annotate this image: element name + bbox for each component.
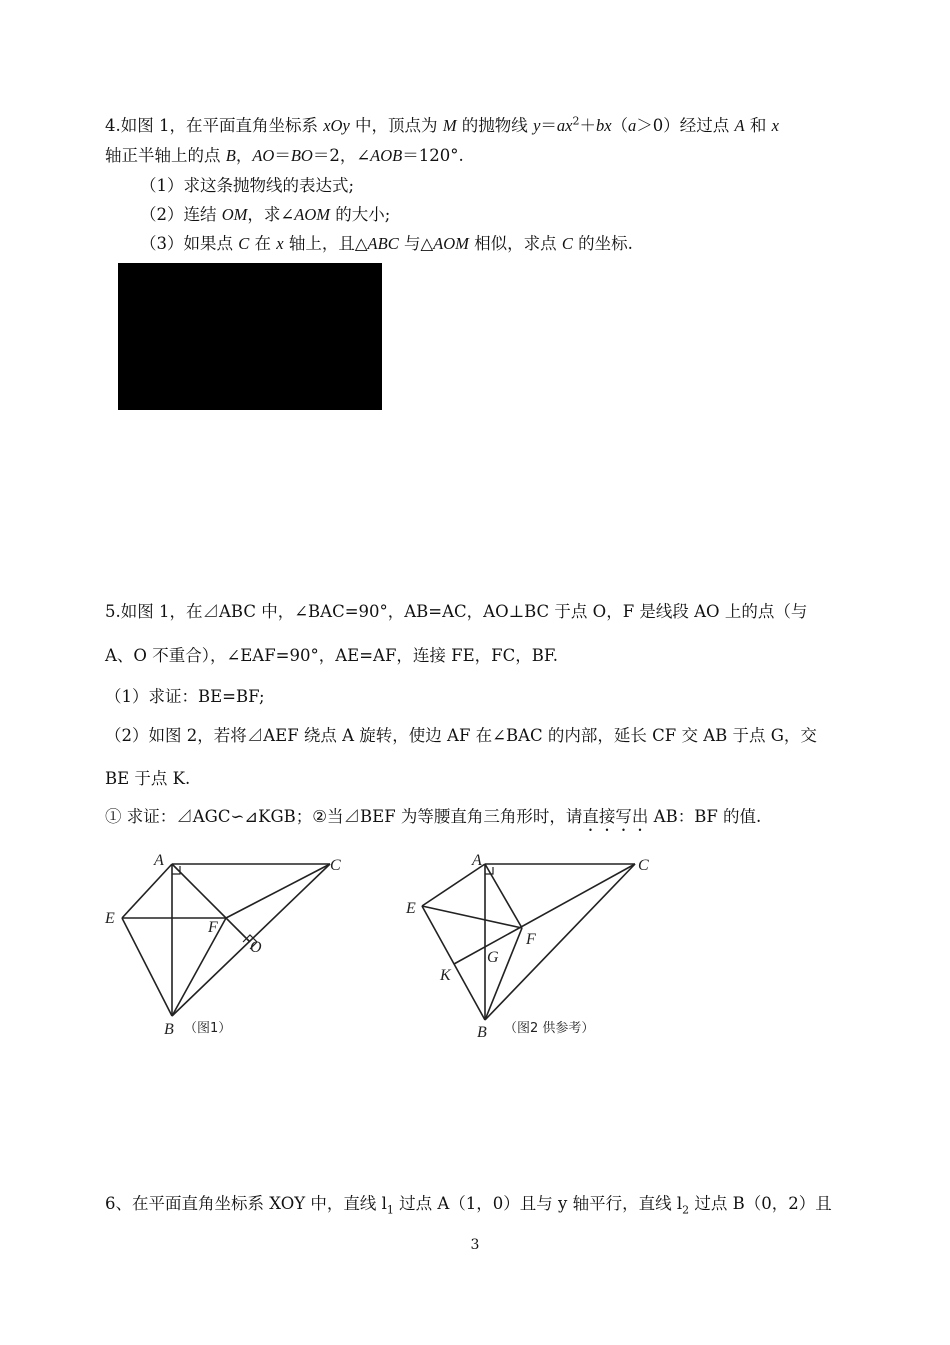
label-f: F xyxy=(208,919,218,936)
edge-fb xyxy=(485,928,522,1020)
label-e: E xyxy=(105,910,115,927)
redacted-figure xyxy=(118,263,382,410)
figure1-caption: （图1） xyxy=(184,1021,232,1036)
edge-ef xyxy=(422,906,522,928)
edge-eb xyxy=(422,906,485,1020)
label-b: B xyxy=(477,1024,487,1041)
label-c: C xyxy=(638,857,649,874)
problem5-line5: BE 于点 K. xyxy=(105,769,191,788)
label-c: C xyxy=(330,857,341,874)
figure2-caption: （图2 供参考） xyxy=(504,1021,595,1036)
figure-1 xyxy=(100,848,360,1043)
label-a: A xyxy=(472,852,482,869)
problem4-line1: 4.如图 1，在平面直角坐标系 xOy 中，顶点为 M 的抛物线 $y=ax^2+bx(a>0)$经过点 A 和 x xyxy=(105,114,779,135)
label-b: B xyxy=(164,1021,174,1038)
emphasis-dots: 直接写出 xyxy=(582,807,649,826)
problem4-question3: （3）如果点 C 在 x 轴上，且△ABC 与△AOM 相似，求点 C 的坐标. xyxy=(140,234,633,253)
edge-fb xyxy=(172,918,226,1016)
problem5-line2: A、O 不重合），∠EAF=90°，AE=AF，连接 FE，FC，BF. xyxy=(105,646,558,665)
edge-ae xyxy=(122,864,172,918)
page-number: 3 xyxy=(470,1237,480,1253)
edge-bc xyxy=(485,864,635,1020)
problem6-line1: 6、在平面直角坐标系 XOY 中，直线 $l_1$ 过点 A（1，0）且与 y 轴平行，直线 $l_2$ 过点 B（0，2）且 xyxy=(105,1194,832,1217)
label-f: F xyxy=(526,931,536,948)
label-e: E xyxy=(406,900,416,917)
edge-ae xyxy=(422,864,485,906)
edge-eb xyxy=(122,918,172,1016)
edge-fc xyxy=(226,864,330,918)
problem5-question2: （2）如图 2，若将⊿AEF 绕点 A 旋转，使边 AF 在∠BAC 的内部，延长 CF 交 AB 于点 G，交 xyxy=(105,726,817,745)
problem4-line2: 轴正半轴上的点 B，AO＝BO＝2，∠AOB＝120°. xyxy=(105,146,464,165)
problem5-line1: 5.如图 1，在⊿ABC 中，∠BAC=90°，AB=AC，AO⊥BC 于点 O，F 是线段 AO 上的点（与 xyxy=(105,602,808,621)
label-g: G xyxy=(487,949,499,966)
problem4-question1: （1）求这条抛物线的表达式; xyxy=(140,176,355,195)
label-k: K xyxy=(440,967,451,984)
edge-ck xyxy=(454,864,635,964)
label-a: A xyxy=(154,852,164,869)
problem5-question1: （1）求证：BE=BF; xyxy=(105,687,265,706)
figure-2 xyxy=(400,848,660,1043)
label-o: O xyxy=(250,939,262,956)
problem4-question2: （2）连结 OM，求∠AOM 的大小; xyxy=(140,205,391,224)
problem5-line6: ① 求证：⊿AGC∽⊿KGB；②当⊿BEF 为等腰直角三角形时，请直接写出 AB：BF 的值. xyxy=(105,807,762,826)
